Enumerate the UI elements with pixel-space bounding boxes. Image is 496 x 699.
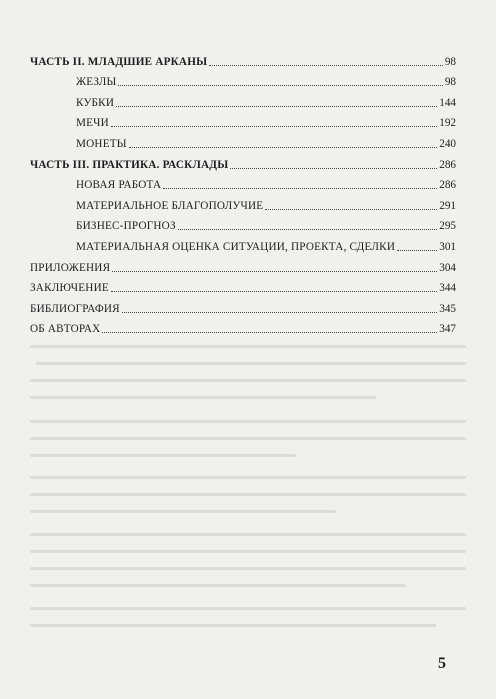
toc-entry-title: ПРИЛОЖЕНИЯ [30, 261, 111, 274]
toc-entry [30, 130, 456, 151]
toc-entry-page: 144 [439, 96, 456, 109]
page-number: 5 [438, 655, 446, 672]
table-of-contents [30, 48, 456, 336]
toc-entry-page: 301 [439, 240, 456, 253]
dot-leader [122, 312, 437, 313]
dot-leader [118, 85, 442, 86]
toc-entry [30, 233, 456, 254]
toc-entry-page: 98 [444, 76, 456, 89]
toc-entry-page: 345 [439, 302, 456, 315]
toc-entry [30, 48, 456, 69]
toc-entry [30, 110, 456, 131]
dot-leader [163, 188, 437, 189]
toc-entry [30, 316, 456, 337]
dot-leader [209, 65, 443, 66]
dot-leader [111, 126, 437, 127]
toc-entry-title: ОБ АВТОРАХ [30, 323, 101, 336]
toc-entry [30, 172, 456, 193]
toc-entry [30, 275, 456, 296]
toc-entry-page: 98 [444, 55, 456, 68]
dot-leader [129, 147, 437, 148]
toc-entry-title: НОВАЯ РАБОТА [76, 179, 162, 192]
dot-leader [112, 271, 437, 272]
toc-entry [30, 254, 456, 275]
toc-entry-title: БИБЛИОГРАФИЯ [30, 302, 120, 315]
toc-entry [30, 213, 456, 234]
toc-entry-page: 240 [439, 137, 456, 150]
dot-leader [230, 168, 437, 169]
toc-entry-page: 286 [439, 179, 456, 192]
toc-entry-title: БИЗНЕС-ПРОГНОЗ [76, 220, 176, 233]
dot-leader [178, 229, 437, 230]
toc-entry-page: 344 [439, 282, 456, 295]
dot-leader [397, 250, 437, 251]
toc-entry [30, 69, 456, 90]
toc-entry [30, 89, 456, 110]
toc-entry-title: ЖЕЗЛЫ [76, 76, 117, 89]
toc-entry-page: 304 [439, 261, 456, 274]
toc-entry [30, 151, 456, 172]
toc-entry-title: КУБКИ [76, 96, 115, 109]
toc-entry-page: 347 [439, 323, 456, 336]
dot-leader [102, 332, 437, 333]
dot-leader [265, 209, 437, 210]
toc-entry-page: 192 [439, 117, 456, 130]
dot-leader [116, 106, 437, 107]
toc-entry-title: ЗАКЛЮЧЕНИЕ [30, 282, 109, 295]
toc-entry-title: МЕЧИ [76, 117, 109, 130]
toc-entry-page: 291 [439, 199, 456, 212]
toc-entry-title: МОНЕТЫ [76, 137, 127, 150]
toc-entry-title: МАТЕРИАЛЬНАЯ ОЦЕНКА СИТУАЦИИ, ПРОЕКТА, СДЕЛКИ [76, 240, 396, 253]
toc-entry [30, 295, 456, 316]
toc-entry-title: МАТЕРИАЛЬНОЕ БЛАГОПОЛУЧИЕ [76, 199, 264, 212]
dot-leader [111, 291, 437, 292]
toc-entry-page: 295 [439, 220, 456, 233]
toc-entry [30, 192, 456, 213]
toc-entry-title: ЧАСТЬ III. ПРАКТИКА. РАСКЛАДЫ [30, 158, 229, 171]
toc-entry-title: ЧАСТЬ II. МЛАДШИЕ АРКАНЫ [30, 55, 208, 68]
toc-entry-page: 286 [439, 158, 456, 171]
